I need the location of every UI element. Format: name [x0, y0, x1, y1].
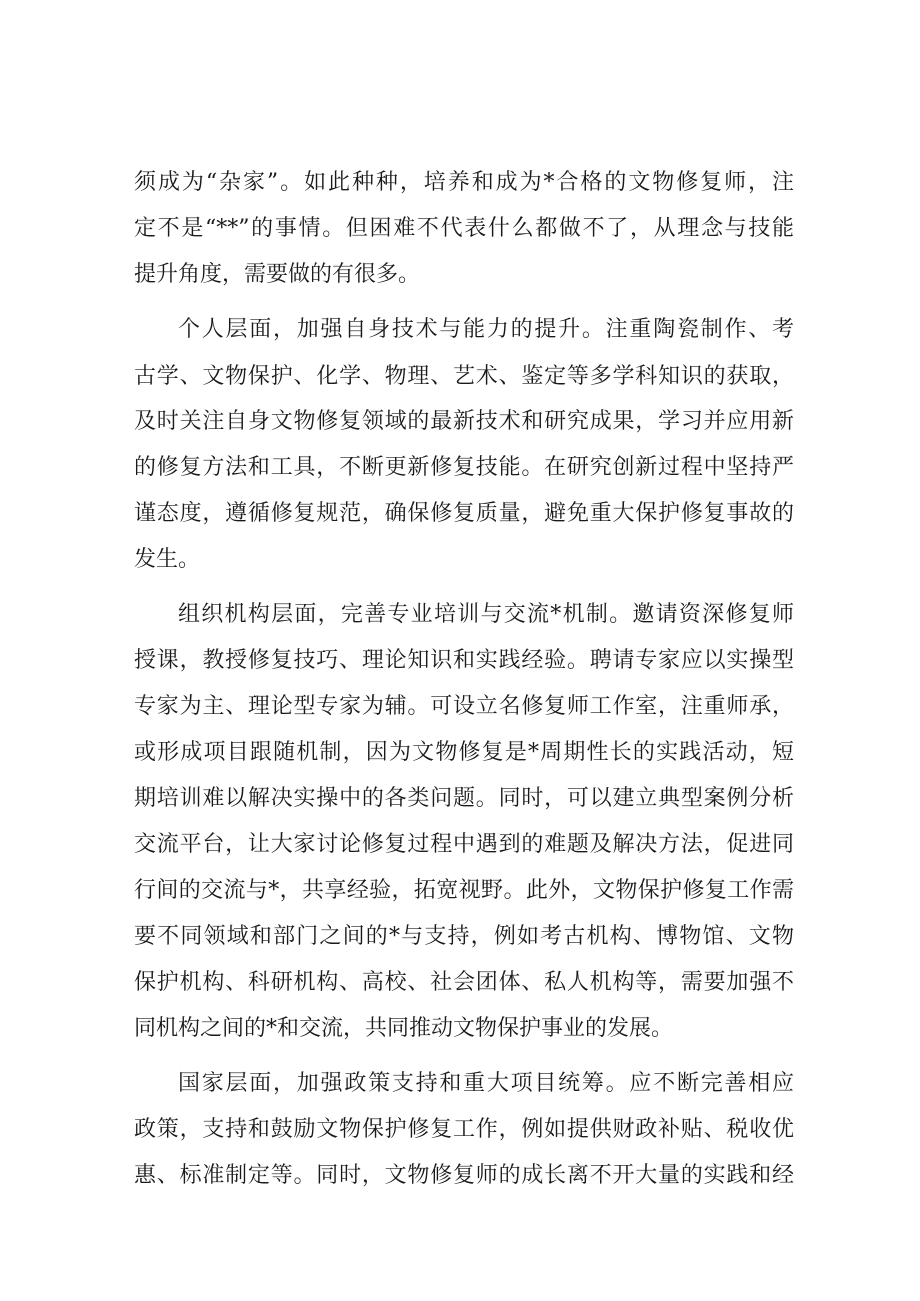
- text-line: 惠、标准制定等。同时，文物修复师的成长离不开大量的实践和经: [134, 1163, 794, 1188]
- text-line: 行间的交流与*，共享经验，拓宽视野。此外，文物保护修复工作需: [134, 878, 794, 903]
- text-line: 同机构之间的*和交流，共同推动文物保护事业的发展。: [134, 1016, 674, 1041]
- text-line: 交流平台，让大家讨论修复过程中遇到的难题及解决方法，促进同: [134, 832, 794, 857]
- text-line: 保护机构、科研机构、高校、社会团体、私人机构等，需要加强不: [134, 970, 794, 995]
- paragraph-first-line: 国家层面，加强政策支持和重大项目统筹。应不断完善相应: [178, 1071, 794, 1096]
- text-line: 授课，教授修复技巧、理论知识和实践经验。聘请专家应以实操型: [134, 648, 794, 673]
- paragraph-first-line: 组织机构层面，完善专业培训与交流*机制。邀请资深修复师: [178, 602, 794, 627]
- text-line: 或形成项目跟随机制，因为文物修复是*周期性长的实践活动，短: [134, 740, 794, 765]
- text-line: 发生。: [134, 547, 201, 572]
- text-line: 期培训难以解决实操中的各类问题。同时，可以建立典型案例分析: [134, 786, 794, 811]
- text-line: 要不同领域和部门之间的*与支持，例如考古机构、博物馆、文物: [134, 924, 794, 949]
- text-line: 古学、文物保护、化学、物理、艺术、鉴定等多学科知识的获取，: [134, 364, 794, 389]
- text-line: 提升角度，需要做的有很多。: [134, 262, 421, 287]
- text-line: 须成为“杂家”。如此种种，培养和成为*合格的文物修复师，注: [134, 170, 794, 195]
- text-line: 政策，支持和鼓励文物保护修复工作，例如提供财政补贴、税收优: [134, 1117, 794, 1142]
- text-line: 专家为主、理论型专家为辅。可设立名修复师工作室，注重师承，: [134, 694, 794, 719]
- text-line: 及时关注自身文物修复领域的最新技术和研究成果，学习并应用新: [134, 409, 794, 434]
- text-line: 的修复方法和工具，不断更新修复技能。在研究创新过程中坚持严: [134, 455, 794, 480]
- text-line: 定不是“**”的事情。但困难不代表什么都做不了，从理念与技能: [134, 216, 794, 241]
- text-line: 谨态度，遵循修复规范，确保修复质量，避免重大保护修复事故的: [134, 501, 794, 526]
- paragraph-first-line: 个人层面，加强自身技术与能力的提升。注重陶瓷制作、考: [178, 317, 794, 342]
